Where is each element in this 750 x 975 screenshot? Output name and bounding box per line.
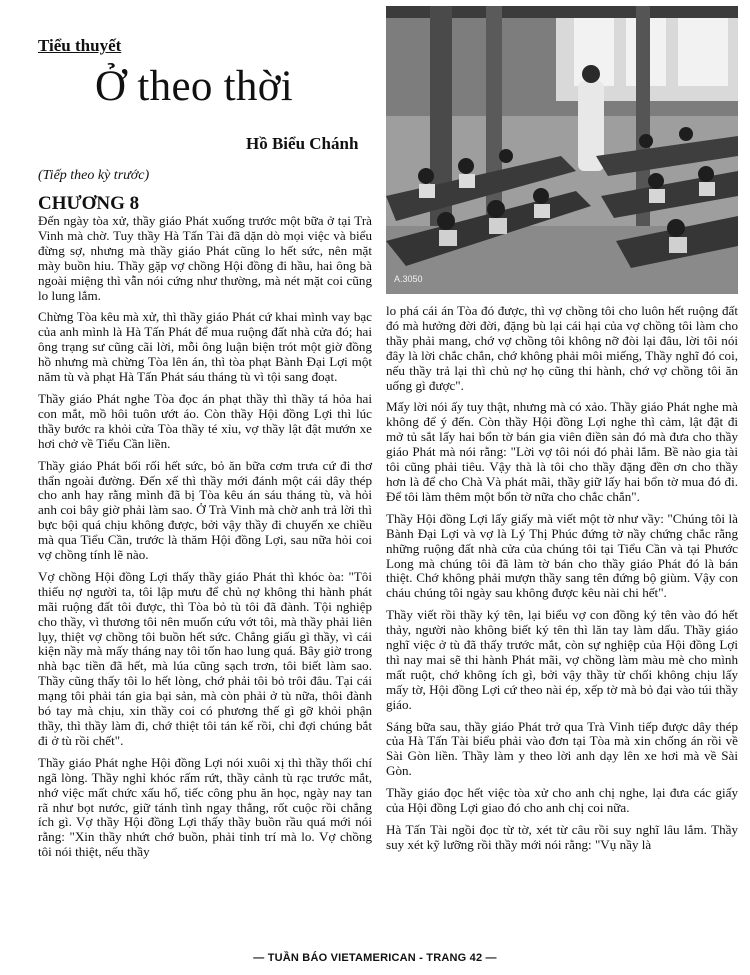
paragraph: lo phá cái án Tòa đó được, thì vợ chồng tôi cho luôn hết ruộng đất đó mà hưởng đời đời, đặng bù lại cái hại của vợ chồng tôi làm cho thầy phải mang, chớ vợ chồng tôi không nỡ đòi lại đâu, lời tôi nói đây là lời chắc chắn, chớ không phải môi miếng, Thầy nghĩ đó coi, nếu thầy trả lại thì chủ nợ họ cũng thi hành, chớ vợ chồng tôi ăn uống gì được". <box>386 303 738 393</box>
section-label: Tiểu thuyết <box>38 36 122 55</box>
classroom-photo <box>386 6 738 294</box>
photo-caption-mark: A.3050 <box>394 274 423 284</box>
paragraph: Sáng bữa sau, thầy giáo Phát trở qua Trà Vinh tiếp được dây thép của Hà Tấn Tài biểu phải vào đơn tại Tòa mà xin chống án rồi về Sài Gòn liền. Thầy làm y theo lời anh dạy lên xe hơi mà về Sài Gòn. <box>386 718 738 779</box>
paragraph: Chừng Tòa kêu mà xử, thì thầy giáo Phát cứ khai mình vay bạc của anh mình là Hà Tấn Phát để mua ruộng đất nhà cửa đó; hai ông trạng sư cũng cãi lời, mỗi ông luận biện trót một giờ đồng hồ nhưng mà chừng Tòa lên án, thì tòa phạt Bành Đại Lợi một năm tù và phạt Hà Tấn Phát sáu tháng tù vì tội sang đoạt. <box>38 309 372 385</box>
paragraph: Thầy giáo Phát nghe Tòa đọc án phạt thầy thì thầy tá hỏa hai con mắt, mồ hôi tuôn ướt áo. Còn thầy Hội đồng Lợi thì lúc thầy bước ra khỏi cửa Tòa thầy té xỉu, vợ thầy lật đật mướn xe hơi chở về Tiểu Cần liền. <box>38 390 372 451</box>
paragraph: Vợ chồng Hội đồng Lợi thấy thầy giáo Phát thì khóc òa: "Tôi thiếu nợ người ta, tôi lập mưu để chủ nợ không thi hành phát mãi ruộng đất tôi được, thì Tòa bỏ tù tôi đã đành. Tội nghiệp cho thầy, vì thương tôi nên muốn cứu vớt tôi, mà thầy phải liên lụy, thiệt vợ chồng tôi buồn hết sức. Chẳng giấu gì thầy, vì cái kiện nầy mà mấy tháng nay tôi tốn hao lung quá. Bây giờ trong nhà bạc tiền đã hết, mà lúa cũng sạch trơn, tôi biết làm sao. Thầy cũng thấy tôi lo hết lòng, chớ phải tôi bỏ trôi đâu. Tại cái mạng tôi phải tán gia bại sản, mà còn phải ở tù nữa, thôi đành bó tay mà chịu, xin thầy coi có phương thế gì gỡ khỏi phận thầy, thì thầy làm đi, chớ thiệt tôi tán kế rồi, chỉ đợi chúng bắt đi ở tù rồi chết". <box>38 568 372 748</box>
paragraph: Thầy Hội đồng Lợi lấy giấy mà viết một tờ như vầy: "Chúng tôi là Bành Đại Lợi và vợ là Lý Thị Phúc đứng tờ nầy chứng chắc rằng những ruộng đất nhà cửa của chúng tôi tại Tiểu Cần và tại Phước Long mà chúng tôi đã làm tờ bán cho thầy giáo Phát đó là bán thiệt. Chớ không phải mượn thầy sang tên đứng bộ giùm. Vậy con cháu chúng tôi ngày sau không được kêu nài chi hết". <box>386 510 738 601</box>
article-title: Ở theo thời <box>95 63 294 110</box>
paragraph: Thầy giáo Phát nghe Hội đồng Lợi nói xuôi xị thì thầy thối chí ngã lòng. Thầy nghỉ khóc rấm rứt, thầy cảnh tù rạc trước mắt, nhớ việc mất chức xấu hổ, tiếc công phu ăn học, ngày nay tan rã như bọt nước, giữ tánh tình ngay thẳng, rốt cuộc rồi chẳng ích gì. Vợ thầy Hội đồng Lợi thấy thầy buồn rầu quá mới nói rằng: "Xin thầy nhứt chớ buồn, phải tỉnh trí mà lo. Vợ chồng tôi nói thiệt, nếu thầy <box>38 754 372 860</box>
paragraph: Hà Tấn Tài ngồi đọc từ tờ, xét từ câu rồi suy nghĩ lâu lắm. Thầy suy xét kỹ lưỡng rồi thầy mới nói rằng: "Vụ nầy là <box>386 822 738 852</box>
author-byline: Hồ Biểu Chánh <box>246 134 359 153</box>
paragraph: Thầy giáo đọc hết việc tòa xử cho anh chị nghe, lại đưa các giấy của Hội đồng Lợi giao đó cho anh chị coi nữa. <box>386 785 738 816</box>
right-column <box>386 304 738 860</box>
chapter-heading: CHƯƠNG 8 <box>38 193 140 214</box>
paragraph: Đến ngày tòa xử, thầy giáo Phát xuống trước một bữa ở tại Trà Vinh mà chờ. Tuy thầy Hà Tấn Tài đã dặn dò mọi việc và biểu đừng sợ, nhưng mà thầy giáo Phát cũng lo hết sức, nên mặt mày buồn hiu. Thầy gặp vợ chồng Hội đồng đi hầu, hai ông bà ngoài miệng thì vẫn nói cứng như thường, mà nét mặt coi cũng lo lung lắm. <box>38 213 372 303</box>
paragraph: Thầy viết rồi thầy ký tên, lại biểu vợ con đồng ký tên vào đó hết thảy, người nào không biết ký tên thì lăn tay làm dấu. Thầy giáo nghĩ việc ở tù đã thấy trước mắt, còn sự nghiệp của Hội đồng Lợi thì nay mai sẽ thi hành Phát mãi, vợ chồng làm màu mè cho mình mất ruột, chớ không ích gì, bởi vậy thầy từ chối không chịu lấy mấy tờ, Hội đồng Lợi cứ theo nài ép, xếp tờ mà bỏ đại vào túi thầy giáo. <box>386 607 738 712</box>
continued-note: (Tiếp theo kỳ trước) <box>38 168 150 183</box>
paragraph: Thầy giáo Phát bối rối hết sức, bỏ ăn bữa cơm trưa cứ đi thơ thẩn ngoài đường. Đến xế thì thầy mới đánh một cái dây thép cho anh hay rằng mình đã bị Tòa kêu án sáu tháng tù, và hỏi anh coi bây giờ phải làm sao. Ở Trà Vinh mà chờ anh trả lời thì bực bội quá chịu không được, bởi vậy thầy đi chuyến xe chiều mà qua Tiểu Cần, trước là thăm Hội đồng Lợi, sau nữa hỏi coi vợ chồng tính lẽ nào. <box>38 457 372 563</box>
paragraph: Mấy lời nói ấy tuy thật, nhưng mà có xảo. Thầy giáo Phát nghe mà không để ý đến. Còn thầy Hội đồng Lợi nghe thì cảm, lật đật đi mở tủ sắt lấy hai bổn tờ bán gia viên điền sản đó mà đưa cho thầy giáo Phát mà nói rằng: "Lời vợ tôi nói đó phải lắm. Bề nào gia tài tôi cũng phải tiêu. Vậy thà là tôi cho thầy đặng đền ơn cho thầy hơn là để cho Chà Và phát mãi, thầy giữ lấy hai bổn tờ mua đó đi. Để tôi làm thêm một bổn tờ nữa cho chắc chắn". <box>386 399 738 504</box>
left-column <box>38 214 372 867</box>
page-footer: — TUẦN BÁO VIETAMERICAN - TRANG 42 — <box>253 952 497 964</box>
